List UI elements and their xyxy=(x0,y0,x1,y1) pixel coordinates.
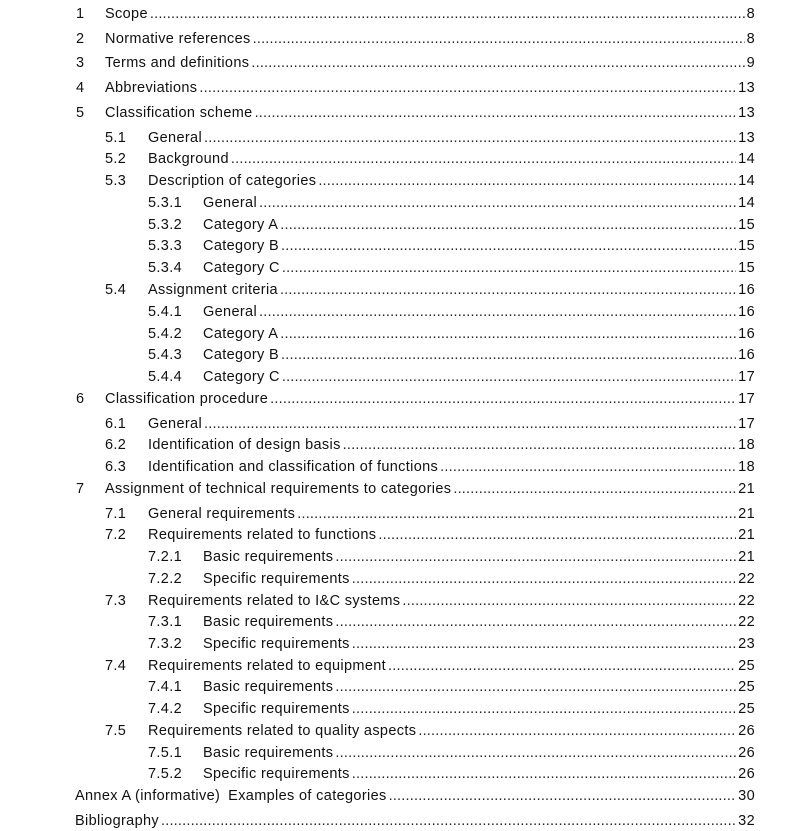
dot-leader xyxy=(343,435,736,455)
toc-entry-7-3[interactable] xyxy=(0,591,755,611)
toc-number: 7 xyxy=(76,481,85,497)
toc-number: 7.5.1 xyxy=(148,745,182,761)
toc-number: 7.2.2 xyxy=(148,571,182,587)
toc-entry-6-2[interactable] xyxy=(0,435,755,455)
toc-entry-5-3[interactable] xyxy=(0,171,755,191)
dot-leader xyxy=(297,504,736,524)
toc-entry-5-3-2[interactable] xyxy=(0,215,755,235)
toc-page: 14 xyxy=(738,173,755,189)
toc-page: 15 xyxy=(738,217,755,233)
dot-leader xyxy=(161,811,736,831)
toc-title: Terms and definitions xyxy=(105,55,250,71)
toc-page: 14 xyxy=(738,195,755,211)
toc-page: 22 xyxy=(738,571,755,587)
toc-entry-5-4-2[interactable] xyxy=(0,324,755,344)
dot-leader xyxy=(231,149,736,169)
toc-number: 7.2.1 xyxy=(148,549,182,565)
toc-entry-7-1[interactable] xyxy=(0,504,755,524)
dot-leader xyxy=(253,29,745,49)
toc-entry-5-3-3[interactable] xyxy=(0,236,755,256)
toc-number: 7.3.1 xyxy=(148,614,182,630)
toc-number: 5.3 xyxy=(105,173,127,189)
toc-page: 26 xyxy=(738,723,755,739)
toc-entry-5-1[interactable] xyxy=(0,128,755,148)
dot-leader xyxy=(204,414,736,434)
toc-page: 16 xyxy=(738,326,755,342)
toc-page: 13 xyxy=(738,130,755,146)
toc-page: 14 xyxy=(738,151,755,167)
toc-number: 5.4 xyxy=(105,282,127,298)
toc-title: Examples of categories xyxy=(228,788,387,804)
toc-page: 22 xyxy=(738,614,755,630)
dot-leader xyxy=(335,547,736,567)
toc-title: Specific requirements xyxy=(203,636,350,652)
toc-page: 15 xyxy=(738,238,755,254)
toc-title: Abbreviations xyxy=(105,80,198,96)
dot-leader xyxy=(402,591,736,611)
toc-title: Identification of design basis xyxy=(148,437,341,453)
toc-number: 7.3.2 xyxy=(148,636,182,652)
toc-title: Classification scheme xyxy=(105,105,253,121)
dot-leader xyxy=(418,721,736,741)
dot-leader xyxy=(280,324,736,344)
toc-page: 26 xyxy=(738,766,755,782)
toc-page: 16 xyxy=(738,282,755,298)
toc-number: 2 xyxy=(76,31,85,47)
toc-title: Specific requirements xyxy=(203,701,350,717)
dot-leader xyxy=(204,128,736,148)
toc-title: General xyxy=(203,304,258,320)
toc-number: 7.5 xyxy=(105,723,127,739)
toc-title: Category B xyxy=(203,347,280,363)
toc-page: 21 xyxy=(738,549,755,565)
toc-title: Background xyxy=(148,151,229,167)
toc-page: 26 xyxy=(738,745,755,761)
toc-page: 23 xyxy=(738,636,755,652)
toc-page: 13 xyxy=(738,80,755,96)
toc-page: 9 xyxy=(746,55,755,71)
dot-leader xyxy=(251,53,744,73)
toc-entry-3[interactable] xyxy=(0,53,755,73)
toc-title: Description of categories xyxy=(148,173,317,189)
dot-leader xyxy=(281,345,736,365)
toc-title: Scope xyxy=(105,6,148,22)
toc-number: 5.3.3 xyxy=(148,238,182,254)
toc-page: 15 xyxy=(738,260,755,276)
toc-number: 3 xyxy=(76,55,85,71)
toc-entry-7-4[interactable] xyxy=(0,656,755,676)
toc-entry-5-4-1[interactable] xyxy=(0,302,755,322)
toc-title: Basic requirements xyxy=(203,679,334,695)
toc-number: 1 xyxy=(76,6,85,22)
toc-entry-6[interactable] xyxy=(0,389,755,409)
dot-leader xyxy=(440,457,736,477)
toc-entry-bibliography[interactable] xyxy=(0,811,755,831)
toc-number: 7.4.2 xyxy=(148,701,182,717)
toc-page: 25 xyxy=(738,701,755,717)
toc-title: Requirements related to I&C systems xyxy=(148,593,401,609)
toc-entry-5-4-4[interactable] xyxy=(0,367,755,387)
dot-leader xyxy=(280,215,736,235)
dot-leader xyxy=(282,258,736,278)
toc-title: Normative references xyxy=(105,31,251,47)
dot-leader xyxy=(280,280,736,300)
dot-leader xyxy=(335,743,736,763)
toc-page: 21 xyxy=(738,506,755,522)
toc-title: Category A xyxy=(203,217,279,233)
toc-title: General xyxy=(148,416,203,432)
dot-leader xyxy=(453,479,736,499)
toc-entry-5-2[interactable] xyxy=(0,149,755,169)
toc-title: Category B xyxy=(203,238,280,254)
toc-entry-7-2-2[interactable] xyxy=(0,569,755,589)
dot-leader xyxy=(318,171,736,191)
toc-page: 21 xyxy=(738,481,755,497)
toc-page: 25 xyxy=(738,679,755,695)
toc-page: 13 xyxy=(738,105,755,121)
dot-leader xyxy=(150,4,745,24)
toc-page: 18 xyxy=(738,437,755,453)
toc-number: 6 xyxy=(76,391,85,407)
toc-page: 8 xyxy=(746,6,755,22)
toc-entry-1[interactable] xyxy=(0,4,755,24)
dot-leader xyxy=(352,764,736,784)
toc-number: 5.4.3 xyxy=(148,347,182,363)
toc-title: Bibliography xyxy=(75,813,159,829)
toc-number: 7.3 xyxy=(105,593,127,609)
toc-page: 21 xyxy=(738,527,755,543)
toc-number: 5 xyxy=(76,105,85,121)
toc-title: Requirements related to quality aspects xyxy=(148,723,417,739)
toc-page: 18 xyxy=(738,459,755,475)
toc-page: 32 xyxy=(738,813,755,829)
toc-title: Basic requirements xyxy=(203,549,334,565)
dot-leader xyxy=(282,367,736,387)
toc-number: 7.4 xyxy=(105,658,127,674)
toc-number: 7.5.2 xyxy=(148,766,182,782)
toc-number: 5.4.2 xyxy=(148,326,182,342)
toc-entry-5-3-1[interactable] xyxy=(0,193,755,213)
toc-number: 5.3.1 xyxy=(148,195,182,211)
toc-title: Requirements related to equipment xyxy=(148,658,387,674)
toc-number: 7.1 xyxy=(105,506,127,522)
toc-number: 5.1 xyxy=(105,130,127,146)
toc-page: 25 xyxy=(738,658,755,674)
dot-leader xyxy=(270,389,736,409)
toc-page: 17 xyxy=(738,416,755,432)
toc-title: Specific requirements xyxy=(203,766,350,782)
toc-entry-annex-a[interactable] xyxy=(0,786,755,806)
dot-leader xyxy=(255,103,737,123)
toc-entry-7-4-2[interactable] xyxy=(0,699,755,719)
toc-title: Category C xyxy=(203,260,280,276)
toc-number: 5.3.2 xyxy=(148,217,182,233)
toc-page: 17 xyxy=(738,391,755,407)
dot-leader xyxy=(352,634,736,654)
annex-label: Annex A (informative) xyxy=(75,786,228,806)
toc-number: 5.2 xyxy=(105,151,127,167)
toc-title: Assignment criteria xyxy=(148,282,278,298)
toc-title: Basic requirements xyxy=(203,614,334,630)
toc-entry-7-2[interactable] xyxy=(0,525,755,545)
toc-entry-6-3[interactable] xyxy=(0,457,755,477)
dot-leader xyxy=(259,302,736,322)
dot-leader xyxy=(352,569,736,589)
toc-number: 5.4.4 xyxy=(148,369,182,385)
toc-title: General xyxy=(203,195,258,211)
toc-page: 16 xyxy=(738,304,755,320)
toc-number: 5.4.1 xyxy=(148,304,182,320)
toc-number: 7.2 xyxy=(105,527,127,543)
dot-leader xyxy=(281,236,736,256)
toc-entry-5-4[interactable] xyxy=(0,280,755,300)
toc-title: General xyxy=(148,130,203,146)
toc-entry-2[interactable] xyxy=(0,29,755,49)
toc-number: 7.4.1 xyxy=(148,679,182,695)
toc-number: 5.3.4 xyxy=(148,260,182,276)
toc-entry-7-2-1[interactable] xyxy=(0,547,755,567)
toc-number: 6.2 xyxy=(105,437,127,453)
toc-page: 8 xyxy=(746,31,755,47)
dot-leader xyxy=(352,699,736,719)
toc-title: Identification and classification of functions xyxy=(148,459,439,475)
toc-entry-7-3-2[interactable] xyxy=(0,634,755,654)
toc-page: 17 xyxy=(738,369,755,385)
toc-entry-7-5-2[interactable] xyxy=(0,764,755,784)
toc-title: Requirements related to functions xyxy=(148,527,377,543)
toc-number: 6.3 xyxy=(105,459,127,475)
dot-leader xyxy=(389,786,737,806)
toc-entry-5[interactable] xyxy=(0,103,755,123)
toc-page: 22 xyxy=(738,593,755,609)
toc-title: General requirements xyxy=(148,506,296,522)
toc-title: Basic requirements xyxy=(203,745,334,761)
dot-leader xyxy=(388,656,736,676)
toc-entry-7-4-1[interactable] xyxy=(0,677,755,697)
toc-entry-4[interactable] xyxy=(0,78,755,98)
dot-leader xyxy=(335,612,736,632)
toc-entry-6-1[interactable] xyxy=(0,414,755,434)
toc-title: Category A xyxy=(203,326,279,342)
toc-entry-7-3-1[interactable] xyxy=(0,612,755,632)
toc-entry-5-3-4[interactable] xyxy=(0,258,755,278)
toc-entry-7[interactable] xyxy=(0,479,755,499)
toc-title: Classification procedure xyxy=(105,391,269,407)
dot-leader xyxy=(378,525,736,545)
toc-page: 16 xyxy=(738,347,755,363)
toc-title: Assignment of technical requirements to categories xyxy=(105,481,452,497)
toc-title: Category C xyxy=(203,369,280,385)
toc-entry-7-5-1[interactable] xyxy=(0,743,755,763)
dot-leader xyxy=(259,193,736,213)
toc-entry-7-5[interactable] xyxy=(0,721,755,741)
toc-title: Specific requirements xyxy=(203,571,350,587)
dot-leader xyxy=(335,677,736,697)
dot-leader xyxy=(199,78,736,98)
toc-number: 6.1 xyxy=(105,416,127,432)
toc-number: 4 xyxy=(76,80,85,96)
toc-page: 30 xyxy=(738,788,755,804)
toc-entry-5-4-3[interactable] xyxy=(0,345,755,365)
